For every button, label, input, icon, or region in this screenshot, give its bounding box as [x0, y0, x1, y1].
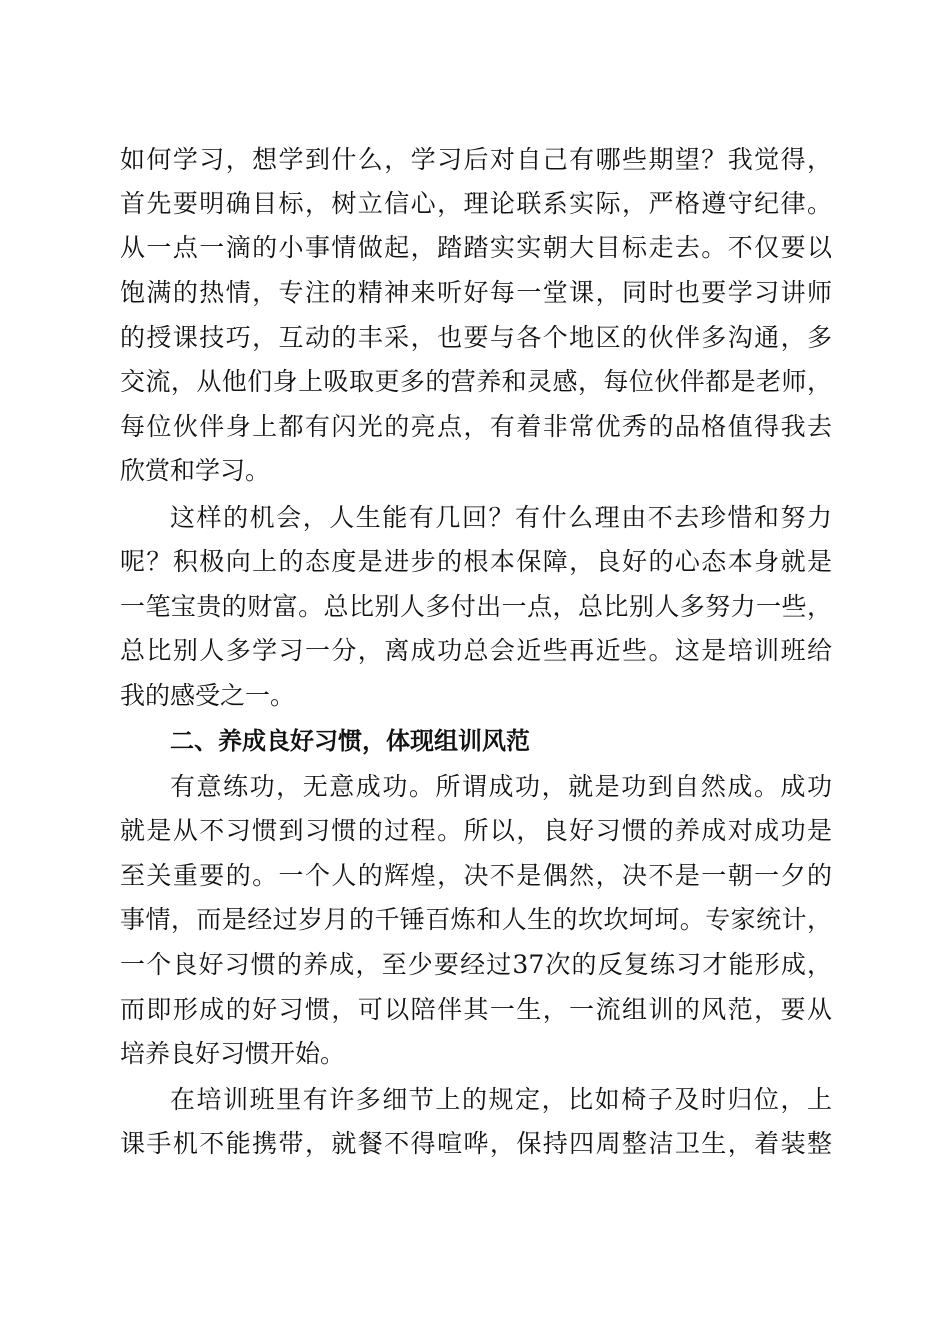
- paragraph-1-line-1: 如何学习，想学到什么，学习后对自己有哪些期望？我觉得，: [120, 145, 832, 174]
- paragraph-3-line-1: 有意练功，无意成功。所谓成功，就是功到自然成。成功: [170, 772, 832, 801]
- paragraph-1-line-2: 首先要明确目标，树立信心，理论联系实际，严格遵守纪律。: [120, 189, 832, 218]
- paragraph-1-line-3: 从一点一滴的小事情做起，踏踏实实朝大目标走去。不仅要以: [120, 233, 832, 262]
- paragraph-2-line-1: 这样的机会，人生能有几回？有什么理由不去珍惜和努力: [170, 503, 832, 532]
- paragraph-3-line-2: 就是从不习惯到习惯的过程。所以，良好习惯的养成对成功是: [120, 816, 832, 845]
- section-heading: 二、养成良好习惯，体现组训风范: [170, 727, 530, 755]
- paragraph-1-line-5: 的授课技巧，互动的丰采，也要与各个地区的伙伴多沟通，多: [120, 323, 832, 352]
- paragraph-1-line-6: 交流，从他们身上吸取更多的营养和灵感，每位伙伴都是老师，: [120, 367, 832, 396]
- paragraph-2-line-2: 呢？积极向上的态度是进步的根本保障，良好的心态本身就是: [120, 547, 832, 576]
- paragraph-3-line-7: 培养良好习惯开始。: [120, 1039, 346, 1068]
- paragraph-2-line-3: 一笔宝贵的财富。总比别人多付出一点，总比别人多努力一些，: [120, 592, 832, 621]
- paragraph-2-line-4: 总比别人多学习一分，离成功总会近些再近些。这是培训班给: [120, 636, 832, 665]
- paragraph-4-line-2: 课手机不能携带，就餐不得喧哗，保持四周整洁卫生，着装整: [120, 1129, 832, 1158]
- paragraph-3-line-4: 事情，而是经过岁月的千锤百炼和人生的坎坎坷坷。专家统计，: [120, 905, 832, 934]
- paragraph-1-line-8: 欣赏和学习。: [120, 456, 271, 485]
- paragraph-3-line-5: 一个良好习惯的养成，至少要经过37次的反复练习才能形成，: [120, 950, 832, 979]
- paragraph-3-line-6: 而即形成的好习惯，可以陪伴其一生，一流组训的风范，要从: [120, 995, 832, 1024]
- paragraph-2-line-5: 我的感受之一。: [120, 681, 296, 710]
- paragraph-3-line-3: 至关重要的。一个人的辉煌，决不是偶然，决不是一朝一夕的: [120, 861, 832, 890]
- paragraph-1-line-4: 饱满的热情，专注的精神来听好每一堂课，同时也要学习讲师: [120, 278, 832, 307]
- paragraph-4-line-1: 在培训班里有许多细节上的规定，比如椅子及时归位，上: [170, 1085, 832, 1114]
- paragraph-1-line-7: 每位伙伴身上都有闪光的亮点，有着非常优秀的品格值得我去: [120, 412, 832, 441]
